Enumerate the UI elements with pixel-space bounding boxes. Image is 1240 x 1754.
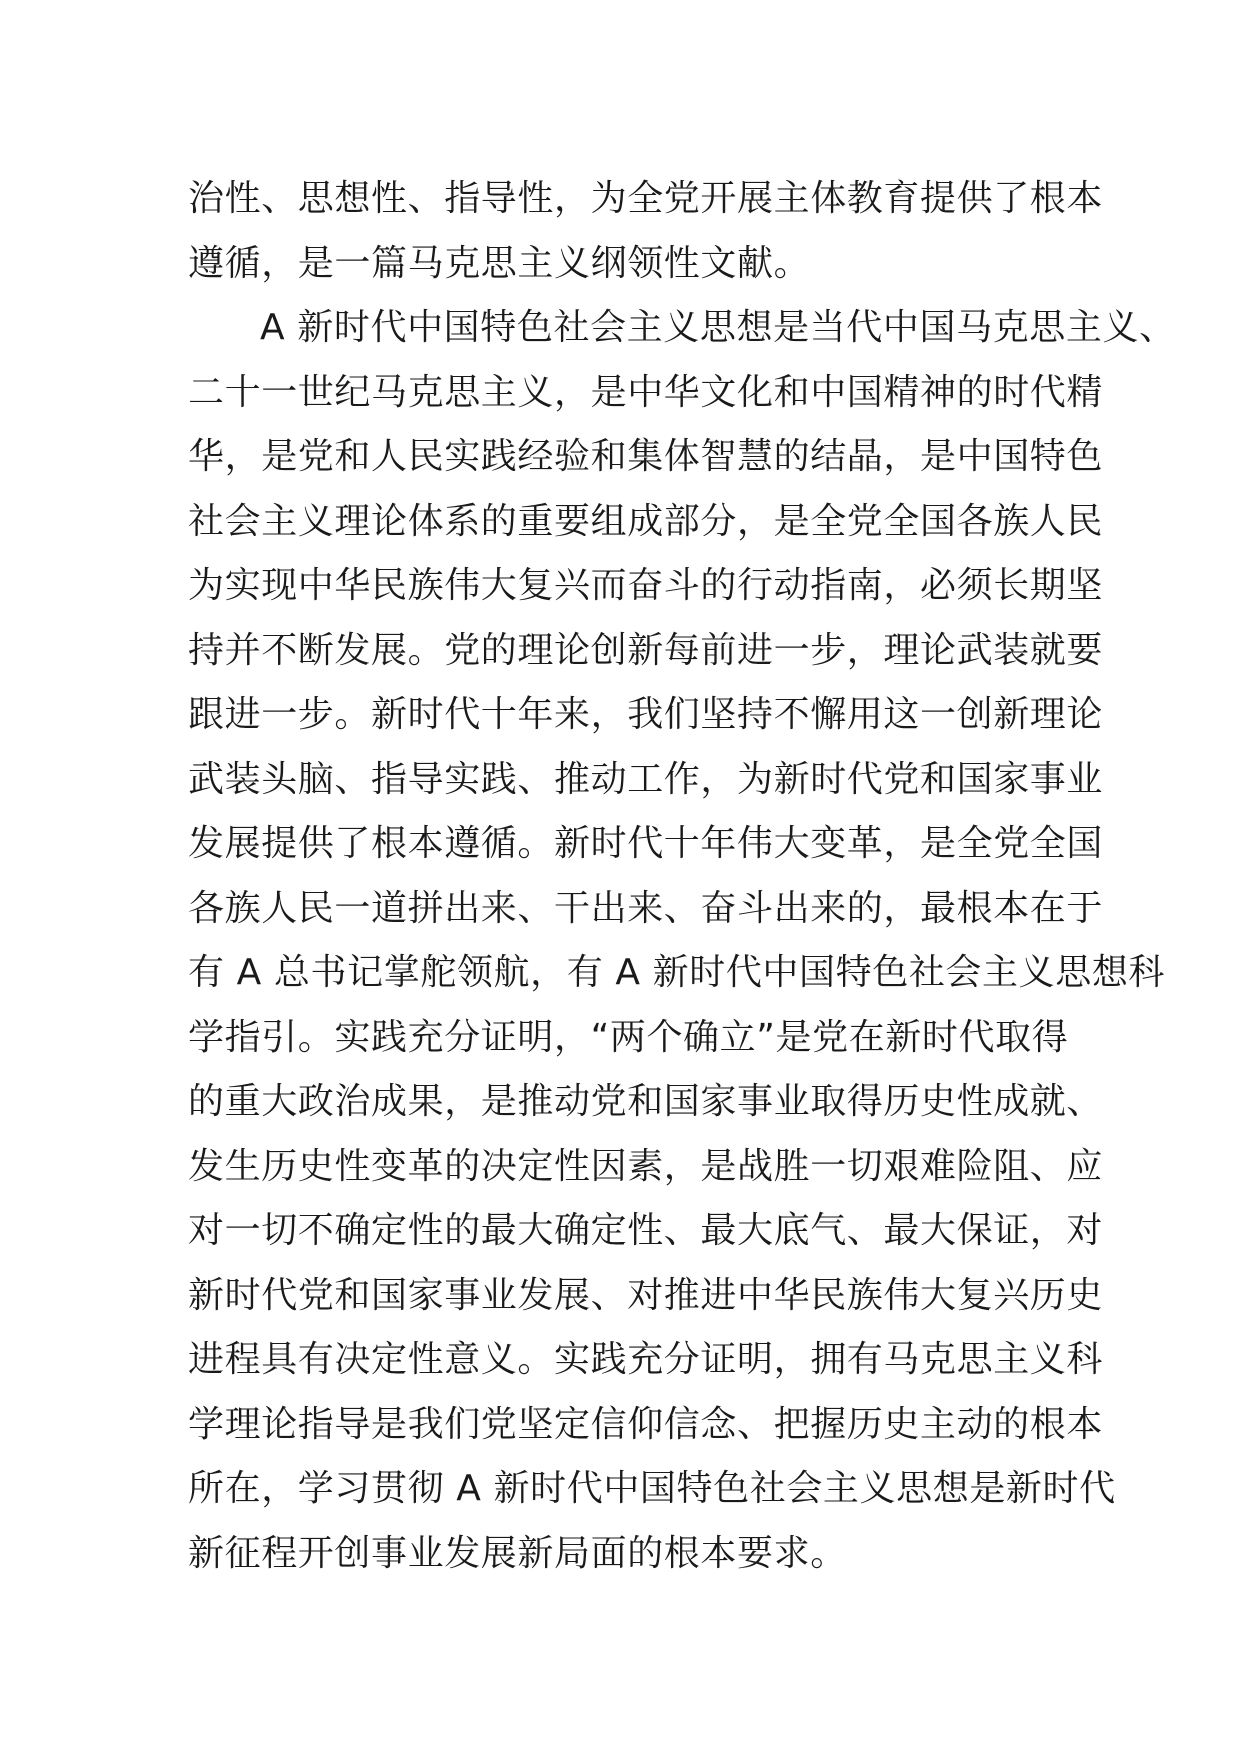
text-line: 新时代党和国家事业发展、对推进中华民族伟大复兴历史 <box>188 1274 1104 1316</box>
text-line: 所在，学习贯彻 A 新时代中国特色社会主义思想是新时代 <box>188 1468 1116 1509</box>
text-line: 有 A 总书记掌舵领航，有 A 新时代中国特色社会主义思想科 <box>188 952 1166 993</box>
body-text <box>188 167 1176 1586</box>
text-line: 各族人民一道拼出来、干出来、奋斗出来的，最根本在于 <box>188 887 1104 929</box>
text-line: 遵循，是一篇马克思主义纲领性文献。 <box>188 242 811 284</box>
text-line: 持并不断发展。党的理论创新每前进一步，理论武装就要 <box>188 629 1104 671</box>
text-line: A 新时代中国特色社会主义思想是当代中国马克思主义、 <box>260 307 1176 348</box>
text-line: 社会主义理论体系的重要组成部分，是全党全国各族人民 <box>188 500 1104 542</box>
text-line: 华，是党和人民实践经验和集体智慧的结晶，是中国特色 <box>188 436 1104 477</box>
text-line: 武装头脑、指导实践、推动工作，为新时代党和国家事业 <box>188 758 1104 800</box>
text-line: 学理论指导是我们党坚定信仰信念、把握历史主动的根本 <box>188 1403 1104 1445</box>
text-line: 对一切不确定性的最大确定性、最大底气、最大保证，对 <box>188 1210 1104 1251</box>
text-line: 进程具有决定性意义。实践充分证明，拥有马克思主义科 <box>188 1339 1104 1380</box>
text-line: 发生历史性变革的决定性因素，是战胜一切艰难险阻、应 <box>188 1145 1104 1187</box>
text-line: 跟进一步。新时代十年来，我们坚持不懈用这一创新理论 <box>188 694 1104 735</box>
text-line: 二十一世纪马克思主义，是中华文化和中国精神的时代精 <box>188 371 1104 413</box>
text-line: 学指引。实践充分证明，“两个确立”是党在新时代取得 <box>188 1016 1069 1058</box>
text-line: 新征程开创事业发展新局面的根本要求。 <box>188 1532 847 1574</box>
text-line: 的重大政治成果，是推动党和国家事业取得历史性成就、 <box>188 1081 1104 1122</box>
text-line: 为实现中华民族伟大复兴而奋斗的行动指南，必须长期坚 <box>188 565 1104 606</box>
text-line: 发展提供了根本遵循。新时代十年伟大变革，是全党全国 <box>188 823 1104 864</box>
text-line: 治性、思想性、指导性，为全党开展主体教育提供了根本 <box>188 178 1104 219</box>
